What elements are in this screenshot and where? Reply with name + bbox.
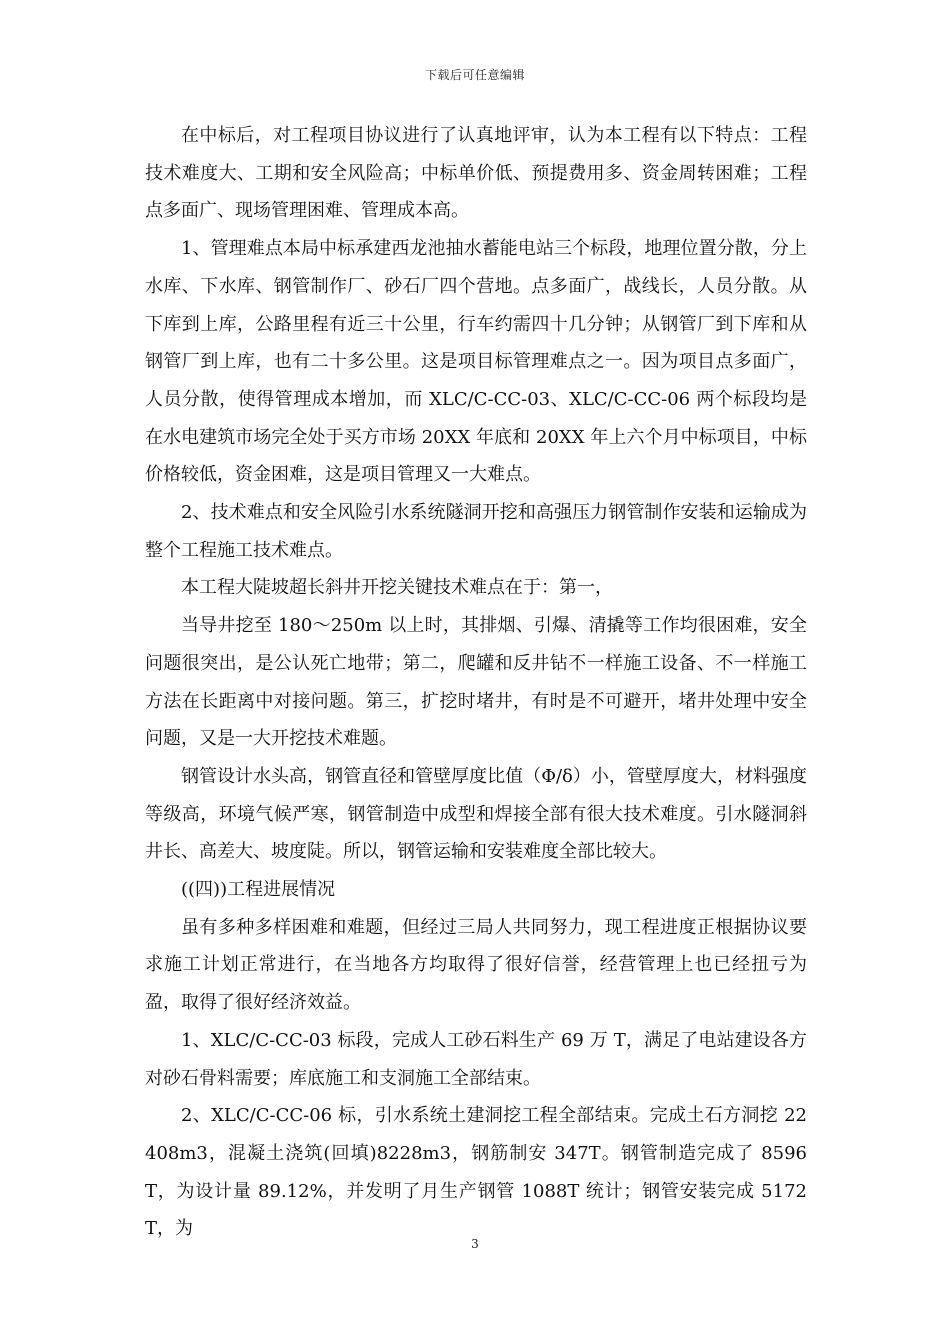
paragraph-shaft-details: 当导井挖至 180～250m 以上时，其排烟、引爆、清撬等工作均很困难，安全问题很突出，是公认死亡地带；第二，爬罐和反井钻不一样施工设备、不一样施工方法在长距离中对接问题。第三，扩挖时堵井，有时是不可避开，堵井处理中安全问题，又是一大开挖技术难题。 [145, 615, 807, 750]
paragraph-progress-summary: 虽有多种多样困难和难题，但经过三局人共同努力，现工程进度正根据协议要求施工计划正常进行，在当地各方均取得了很好信誉，经营管理上也已经扭亏为盈，取得了很好经济效益。 [145, 916, 807, 1014]
section-heading-progress: ((四))工程进展情况 [181, 879, 336, 901]
paragraph-progress-03: 1、XLC/C-CC-03 标段，完成人工砂石料生产 69 万 T，满足了电站建设各方对砂石骨料需要；库底施工和支洞施工全部结束。 [145, 1029, 807, 1089]
paragraph-progress-06: 2、XLC/C-CC-06 标，引水系统土建洞挖工程全部结束。完成土石方洞挖 22408m3，混凝土浇筑(回填)8228m3，钢筋制安 347T。钢管制造完成了 8596T，为设计量 89.12%，并发明了月生产钢管 1088T 统计；钢管安装完成 5172T，为 [145, 1105, 807, 1240]
paragraph-shaft-key-points: 本工程大陡坡超长斜井开挖关键技术难点在于：第一， [181, 577, 613, 599]
paragraph-technical-difficulty: 2、技术难点和安全风险引水系统隧洞开挖和高强压力钢管制作安装和运输成为整个工程施工技术难点。 [145, 502, 807, 561]
paragraph-features: 在中标后，对工程项目协议进行了认真地评审，认为本工程有以下特点：工程技术难度大、工期和安全风险高；中标单价低、预提费用多、资金周转困难；工程点多面广、现场管理困难、管理成本高。 [145, 125, 807, 222]
paragraph-steel-pipe: 钢管设计水头高，钢管直径和管壁厚度比值（Φ/δ）小，管壁厚度大，材料强度等级高，环境气候严寒，钢管制造中成型和焊接全部有很大技术难度。引水隧洞斜井长、高差大、坡度陡。所以，钢管运输和安装难度全部比较大。 [145, 765, 807, 863]
body-text [145, 117, 807, 1248]
header-note: 下载后可任意编辑 [424, 68, 525, 82]
page-number: 3 [471, 1237, 479, 1251]
paragraph-management-difficulty: 1、管理难点本局中标承建西龙池抽水蓄能电站三个标段，地理位置分散，分上水库、下水库、钢管制作厂、砂石厂四个营地。点多面广，战线长，人员分散。从下库到上库，公路里程有近三十公里，行车约需四十几分钟；从钢管厂到下库和从钢管厂到上库，也有二十多公里。这是项目标管理难点之一。因为项目点多面广，人员分散，使得管理成本增加，而 XLC/C-CC-03、XLC/C-CC-06 两个标段均是在水电建筑市场完全处于买方市场 20XX 年底和 20XX 年上六个月中标项目，中标价格较低，资金困难，这是项目管理又一大难点。 [145, 238, 807, 486]
